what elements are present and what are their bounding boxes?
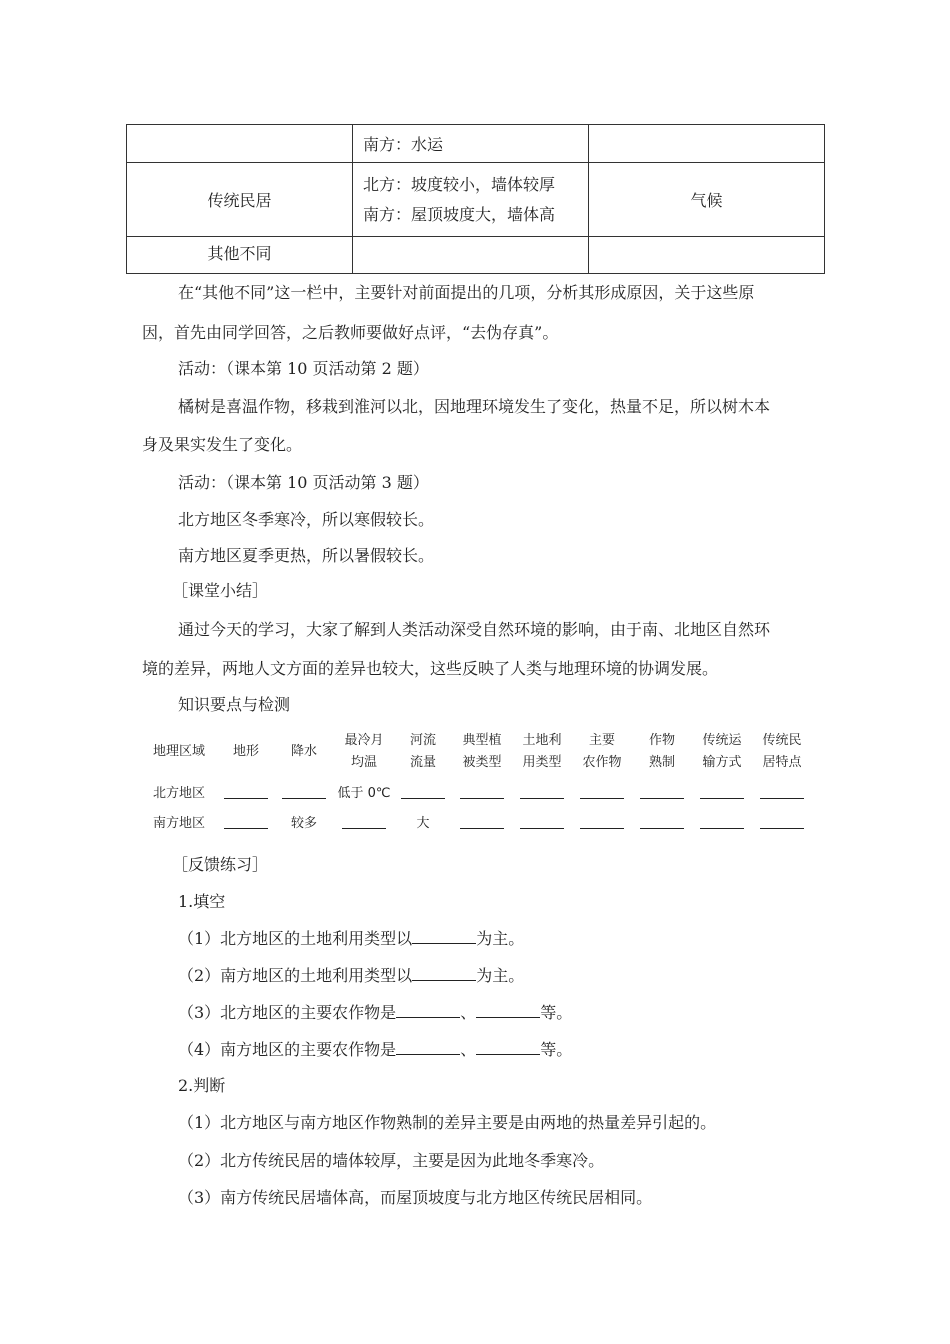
fill-question: （3）北方地区的主要农作物是 、 等。: [178, 1003, 573, 1022]
cell-line: 北方：坡度较小，墙体较厚: [363, 174, 556, 194]
judge-question: （3）南方传统民居墙体高，而屋顶坡度与北方地区传统民居相同。: [178, 1188, 653, 1207]
paragraph-line: 南方地区夏季更热，所以暑假较长。: [178, 546, 435, 565]
fill-question: （4）南方地区的主要农作物是 、 等。: [178, 1040, 573, 1059]
table-cell: [353, 237, 589, 274]
header-cell: 作物 熟制: [648, 733, 675, 770]
paragraph-line: 因，首先由同学回答，之后教师要做好点评，“去伪存真”。: [142, 323, 559, 342]
question-group-title: 1.填空: [178, 892, 226, 911]
paragraph-line: 通过今天的学习，大家了解到人类活动深受自然环境的影响，由于南、北地区自然环: [178, 620, 771, 639]
table-cell: [353, 163, 589, 237]
header-cell: 河流 流量: [409, 733, 436, 770]
region-label: 南方地区: [152, 815, 205, 831]
answer-blank[interactable]: [692, 776, 752, 806]
answer-blank[interactable]: [396, 1039, 460, 1055]
paragraph-line: 境的差异，两地人文方面的差异也较大，这些反映了人类与地理环境的协调发展。: [142, 659, 719, 678]
table-cell: 气候: [589, 163, 825, 237]
answer-blank[interactable]: [572, 806, 632, 836]
header-cell: 降水: [290, 744, 317, 759]
answer-blank[interactable]: [476, 1002, 540, 1018]
answer-blank[interactable]: [394, 776, 452, 806]
table-cell: [127, 125, 353, 163]
answer-blank[interactable]: [274, 776, 334, 806]
cell-line: 南方：屋顶坡度大，墙体高: [363, 204, 556, 224]
paragraph-line: 在“其他不同”这一栏中，主要针对前面提出的几项，分析其形成原因，关于这些原: [178, 283, 755, 302]
answer-blank[interactable]: [452, 776, 512, 806]
answer-blank[interactable]: [692, 806, 752, 836]
answer-blank[interactable]: [752, 776, 812, 806]
answer-blank[interactable]: [452, 806, 512, 836]
fill-question: （1）北方地区的土地利用类型以 为主。: [178, 929, 525, 948]
paragraph-line: 北方地区冬季寒冷，所以寒假较长。: [178, 510, 435, 529]
judge-question: （1）北方地区与南方地区作物熟制的差异主要是由两地的热量差异引起的。: [178, 1113, 717, 1132]
fill-question: （2）南方地区的土地利用类型以 为主。: [178, 966, 525, 985]
table-cell: 低于 0℃: [337, 785, 391, 801]
paragraph-line: 橘树是喜温作物，移栽到淮河以北，因地理环境发生了变化，热量不足，所以树木本: [178, 397, 771, 416]
answer-blank[interactable]: [572, 776, 632, 806]
answer-blank[interactable]: [218, 806, 274, 836]
answer-blank[interactable]: [412, 928, 476, 944]
question-group-title: 2.判断: [178, 1076, 226, 1095]
answer-blank[interactable]: [512, 776, 572, 806]
region-label: 北方地区: [152, 785, 205, 801]
table-row: [127, 125, 825, 163]
section-heading: ［反馈练习］: [172, 855, 269, 874]
answer-blank[interactable]: [218, 776, 274, 806]
answer-blank[interactable]: [412, 965, 476, 981]
paragraph-line: 活动：（课本第 10 页活动第 2 题）: [178, 359, 429, 378]
header-cell: 传统民 居特点: [762, 733, 802, 770]
answer-blank[interactable]: [396, 1002, 460, 1018]
paragraph-line: 身及果实发生了变化。: [142, 435, 303, 454]
section-heading: 知识要点与检测: [178, 695, 291, 714]
header-cell: 典型植 被类型: [462, 733, 502, 770]
header-cell: 地理区域: [152, 744, 205, 759]
table-row: [127, 237, 825, 274]
table-cell: 大: [416, 815, 430, 831]
paragraph-line: 活动：（课本第 10 页活动第 3 题）: [178, 473, 429, 492]
answer-blank[interactable]: [632, 806, 692, 836]
answer-blank[interactable]: [512, 806, 572, 836]
header-cell: 地形: [232, 744, 259, 759]
table-cell: 较多: [290, 815, 317, 831]
table-header-row: [140, 728, 812, 776]
header-cell: 土地利 用类型: [522, 733, 562, 770]
judge-question: （2）北方传统民居的墙体较厚，主要是因为此地冬季寒冷。: [178, 1151, 605, 1170]
comparison-table: [126, 124, 825, 274]
table-row: [140, 806, 812, 836]
header-cell: 传统运 输方式: [702, 733, 742, 770]
answer-blank[interactable]: [476, 1039, 540, 1055]
table-cell: [589, 237, 825, 274]
table-row: [127, 163, 825, 237]
header-cell: 最冷月 均温: [344, 733, 384, 770]
table-row: [140, 776, 812, 806]
table-cell: 传统民居: [127, 163, 353, 237]
answer-blank[interactable]: [752, 806, 812, 836]
answer-blank[interactable]: [632, 776, 692, 806]
header-cell: 主要 农作物: [582, 733, 622, 770]
table-cell: 南方：水运: [353, 125, 589, 163]
table-cell: 其他不同: [127, 237, 353, 274]
table-cell: [589, 125, 825, 163]
answer-blank[interactable]: [334, 806, 394, 836]
knowledge-table: [140, 728, 812, 836]
section-heading: ［课堂小结］: [172, 581, 269, 600]
